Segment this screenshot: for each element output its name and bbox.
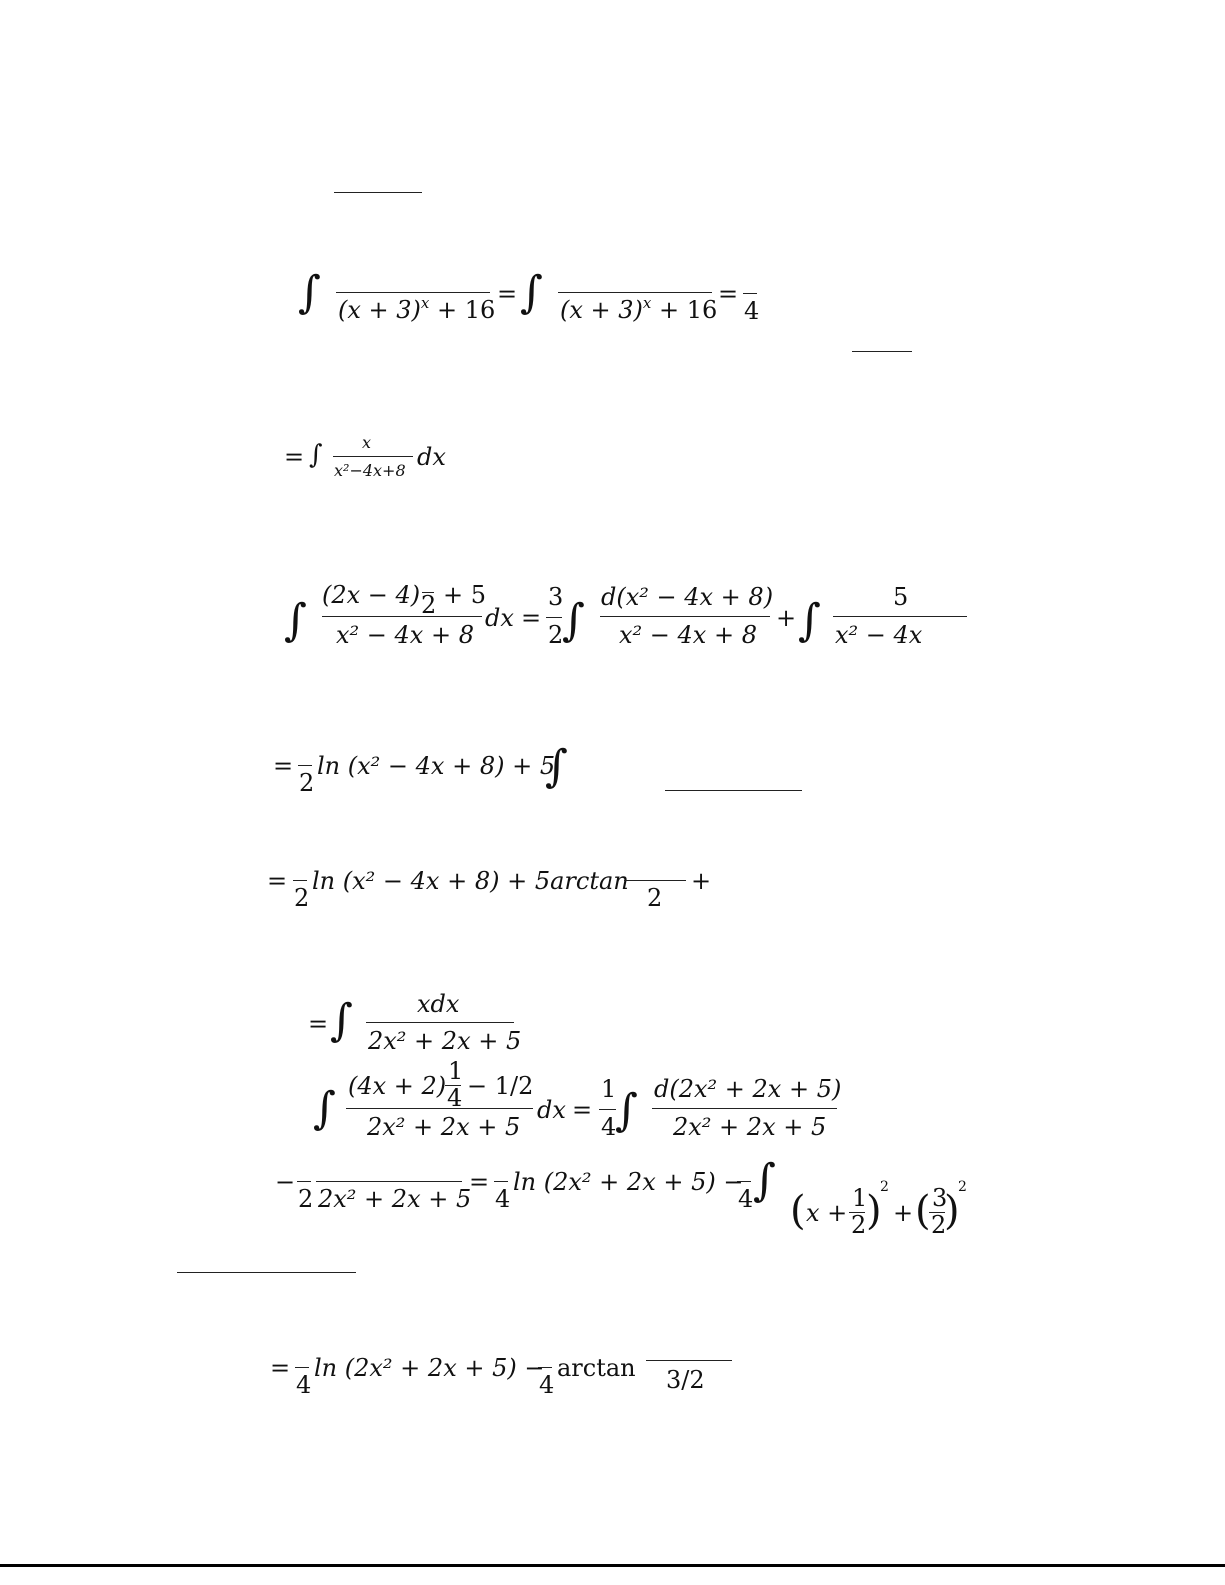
fraction-bar (334, 192, 422, 193)
integral-sign: ∫ (753, 1155, 776, 1206)
half-numerator: 1 (852, 1184, 868, 1212)
square-exponent: 2 (880, 1179, 889, 1195)
equals-sign: = (284, 443, 305, 471)
coef-denominator: 2 (299, 769, 315, 797)
fraction-bar (600, 616, 770, 617)
plus-sign: + (691, 867, 712, 895)
dx: dx (537, 1096, 566, 1124)
equals-sign: = (572, 1096, 593, 1124)
page-bottom-rule (0, 1564, 1225, 1567)
fraction-bar (646, 1360, 732, 1361)
denominator-right: 2x² + 2x + 5 (673, 1113, 827, 1141)
integral-sign: ∫ (313, 1083, 336, 1134)
result-denominator: 4 (744, 297, 760, 325)
fraction-bar (297, 1181, 311, 1182)
fraction-bar (665, 790, 802, 791)
open-paren: ( (915, 1188, 931, 1234)
integral-sign: ∫ (284, 595, 307, 646)
threehalf-numerator: 3 (932, 1184, 948, 1212)
fraction-bar (494, 1181, 508, 1182)
denominator: $(x + 3)^x + 16$ (560, 294, 718, 324)
plus-sign: + (776, 604, 797, 632)
fraction-bar (546, 617, 562, 618)
coef-denominator: 4 (495, 1185, 511, 1213)
coef-denominator: 4 (296, 1371, 312, 1399)
argument-denominator: 3/2 (666, 1366, 705, 1394)
argument-denominator: 2 (647, 884, 663, 912)
integral-sign: ∫ (545, 741, 568, 792)
fraction-bar (177, 1272, 356, 1273)
denominator: 2x² + 2x + 5 (368, 1027, 522, 1055)
expression: ln (x² − 4x + 8) + 5 (317, 752, 556, 780)
half-denominator: 2 (851, 1211, 867, 1239)
quarter-numerator: 1 (448, 1057, 464, 1085)
equals-sign: = (469, 1168, 490, 1196)
equals-sign: = (718, 280, 739, 308)
fraction-bar (624, 880, 686, 881)
expression: ln (x² − 4x + 8) + 5arctan (312, 867, 629, 895)
equals-sign: = (521, 604, 542, 632)
fraction-bar (295, 1367, 309, 1368)
denominator-left: x² − 4x + 8 (336, 621, 474, 649)
coef-numerator: 1 (601, 1075, 617, 1103)
fraction-bar (833, 616, 967, 617)
fraction-bar (336, 292, 490, 293)
integral-sign: ∫ (309, 440, 323, 470)
fraction-bar (538, 1367, 552, 1368)
coef-numerator: 3 (548, 583, 564, 611)
numerator-left: (4x + 2) (348, 1072, 447, 1100)
numerator-left: (2x − 4) (322, 581, 421, 609)
expression: ln (2x² + 2x + 5) − (314, 1354, 545, 1382)
coef-denominator: 4 (601, 1113, 617, 1141)
fraction-bar (558, 292, 712, 293)
fraction-bar (298, 765, 312, 766)
equals-sign: = (270, 1354, 291, 1382)
quarter-denominator: 4 (447, 1084, 463, 1112)
integral-sign: ∫ (298, 267, 321, 318)
coef-denominator: 4 (539, 1371, 555, 1399)
integral-sign: ∫ (615, 1085, 638, 1136)
dx: dx (417, 443, 446, 471)
denominator: $(x + 3)^x + 16$ (338, 294, 496, 324)
numerator-right: 5 (893, 583, 909, 611)
coef-denominator: 4 (738, 1185, 754, 1213)
coef-denominator: 2 (294, 884, 310, 912)
integral-sign: ∫ (562, 595, 585, 646)
plus-sign: + (893, 1199, 914, 1227)
fraction-bar (737, 1181, 751, 1182)
equals-sign: = (267, 867, 288, 895)
fraction-bar (852, 351, 912, 352)
fraction-bar (316, 1181, 462, 1182)
denominator-left: 2x² + 2x + 5 (367, 1113, 521, 1141)
denominator: 2x² + 2x + 5 (318, 1185, 472, 1213)
numerator-left-tail: − 1/2 (467, 1072, 534, 1100)
denominator-right: x² − 4x (835, 621, 923, 649)
square-exponent: 2 (958, 1179, 967, 1195)
fraction-bar (322, 616, 482, 617)
integral-sign: ∫ (798, 595, 821, 646)
integral-sign: ∫ (330, 995, 353, 1046)
dx: dx (485, 604, 514, 632)
equals-sign: = (308, 1010, 329, 1038)
close-paren: ) (866, 1188, 882, 1234)
open-paren: ( (790, 1188, 806, 1234)
fraction-bar (333, 456, 413, 457)
minus-sign: − (275, 1168, 296, 1196)
numerator: xdx (417, 990, 460, 1018)
expression: ln (2x² + 2x + 5) − (513, 1168, 744, 1196)
denominator: x²−4x+8 (334, 461, 406, 480)
coef-denominator: 2 (548, 621, 564, 649)
close-paren: ) (944, 1188, 960, 1234)
numerator-right: d(2x² + 2x + 5) (654, 1075, 842, 1103)
arctan: arctan (557, 1354, 636, 1382)
fraction-bar (743, 293, 757, 294)
equals-sign: = (273, 752, 294, 780)
fraction-bar (652, 1108, 837, 1109)
fraction-bar (366, 1022, 514, 1023)
numerator: x (362, 433, 372, 452)
x-plus: x + (806, 1199, 848, 1227)
numerator-plus: + 5 (443, 581, 487, 609)
small-denominator: 2 (421, 591, 437, 619)
threehalf-denominator: 2 (931, 1211, 947, 1239)
numerator-middle: d(x² − 4x + 8) (601, 583, 774, 611)
coef-denominator: 2 (298, 1185, 314, 1213)
denominator-middle: x² − 4x + 8 (619, 621, 757, 649)
fraction-bar (346, 1108, 533, 1109)
fraction-bar (599, 1109, 616, 1110)
fraction-bar (293, 880, 307, 881)
equals-sign: = (497, 280, 518, 308)
integral-sign: ∫ (520, 267, 543, 318)
